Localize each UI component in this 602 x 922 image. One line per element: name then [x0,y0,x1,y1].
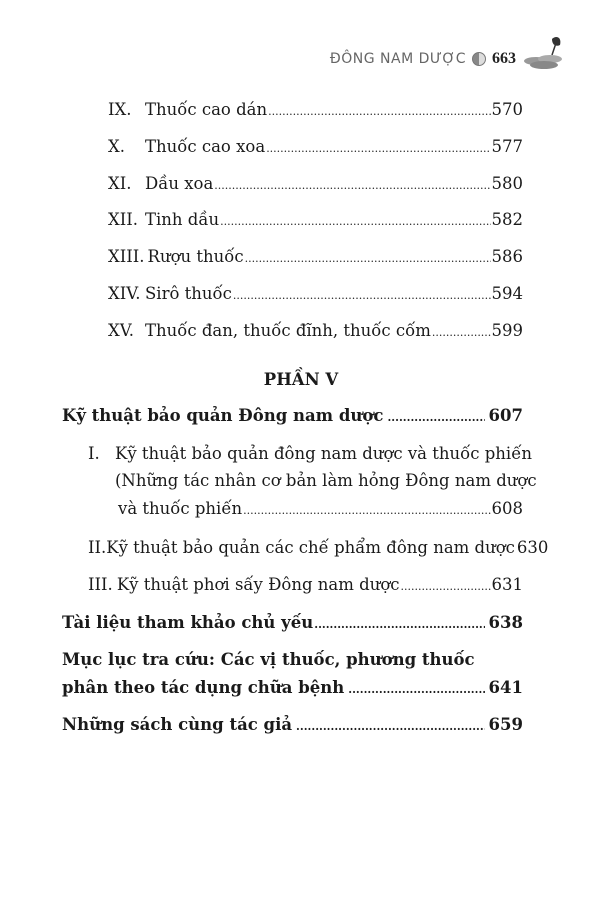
entry-title-line[interactable]: Mục lục tra cứu: Các vị thuốc, phương thuốc [62,650,475,669]
entry-number: XI. [108,174,132,193]
page-number: 663 [492,50,516,67]
entry-page: 582 [491,210,523,229]
entry-number: IX. [108,100,132,119]
entry-title: Tinh dầu [145,210,220,229]
dot-leader [266,137,490,159]
toc-entry[interactable] [108,321,523,343]
entry-page: 630 [516,538,549,557]
entry-page: 638 [488,613,523,632]
entry-title: Dầu xoa [145,174,214,193]
toc-entry[interactable] [88,538,549,560]
entry-title: phân theo tác dụng chữa bệnh [62,678,345,697]
entry-number: XV. [108,321,135,340]
entry-page: 608 [491,499,523,518]
herb-logo-icon [522,35,572,71]
entry-page: 599 [491,321,523,340]
entry-number: XII. [108,210,139,229]
running-header [330,50,516,68]
dot-leader [432,321,491,343]
entry-title-line[interactable]: Kỹ thuật bảo quản đông nam dược và thuốc phiến [115,444,532,463]
toc-chapter[interactable] [62,613,523,635]
dot-leader [348,678,484,700]
dot-leader [214,174,490,196]
entry-title: Thuốc cao xoa [145,137,266,156]
entry-page: 577 [491,137,523,156]
entry-title: Thuốc cao dán [145,100,268,119]
toc-chapter[interactable] [62,678,523,700]
entry-page: 659 [488,715,523,734]
toc-chapter[interactable] [62,406,523,428]
entry-number: I. [88,444,100,463]
entry-number: II. [88,538,107,557]
entry-page: 570 [491,100,523,119]
entry-title: Rượu thuốc [147,247,244,266]
entry-title: Kỹ thuật bảo quản Đông nam dược [62,406,384,425]
entry-page: 594 [491,284,523,303]
dot-leader [245,247,491,269]
toc-entry[interactable] [108,174,523,196]
toc-entry[interactable] [108,137,523,159]
toc-entry[interactable] [108,284,523,306]
dot-leader [220,210,490,232]
section-heading: PHẦN V [263,370,339,389]
entry-title: Thuốc đan, thuốc đĩnh, thuốc cốm [145,321,431,340]
dot-leader [401,575,491,597]
dot-leader [296,715,485,737]
dot-leader [314,613,484,635]
entry-page: 641 [488,678,523,697]
entry-number: XIV. [108,284,141,303]
entry-page: 631 [491,575,523,594]
header-title: ĐÔNG NAM DƯỢC [329,51,466,67]
entry-number: XIII. [108,247,145,266]
dot-leader [243,499,490,521]
toc-entry[interactable] [118,499,523,521]
entry-page: 580 [491,174,523,193]
toc-entry[interactable] [108,100,523,122]
dot-leader [268,100,490,122]
entry-number: X. [108,137,125,156]
entry-page: 586 [491,247,523,266]
dot-leader [233,284,491,306]
entry-title: Những sách cùng tác giả [62,715,293,734]
entry-title: Sirô thuốc [145,284,232,303]
yin-yang-icon [472,52,486,66]
entry-title: Kỹ thuật bảo quản các chế phẩm đông nam dược [106,538,515,557]
entry-title-line[interactable]: (Những tác nhân cơ bản làm hỏng Đông nam dược [115,471,537,490]
entry-title: Tài liệu tham khảo chủ yếu [62,613,314,632]
entry-page: 607 [488,406,523,425]
toc-chapter[interactable] [62,715,523,737]
toc-entry[interactable] [108,247,523,269]
toc-entry[interactable] [108,210,523,232]
dot-leader [387,406,484,428]
toc-entry[interactable] [88,575,523,597]
entry-title: và thuốc phiến [118,499,243,518]
entry-title: Kỹ thuật phơi sấy Đông nam dược [116,575,400,594]
entry-number: III. [88,575,113,594]
